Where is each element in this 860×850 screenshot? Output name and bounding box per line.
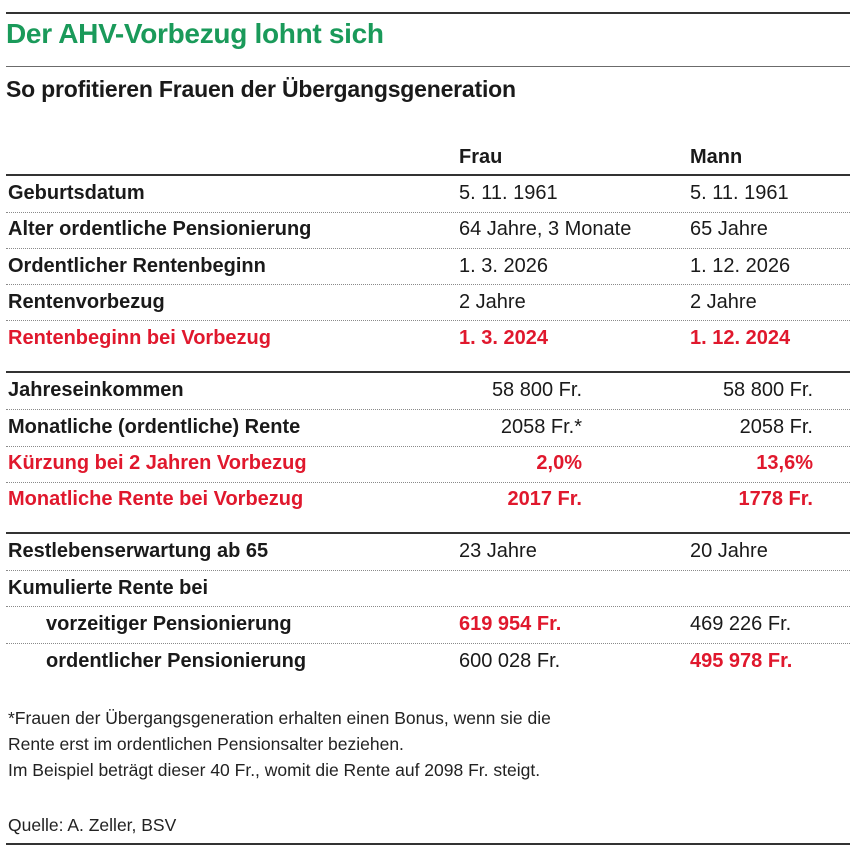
table-row [0, 607, 860, 643]
row-label: Alter ordentliche Pensionierung [8, 218, 312, 240]
table-row [0, 571, 860, 607]
row-label: Kürzung bei 2 Jahren Vorbezug [8, 452, 307, 474]
table-row [0, 373, 860, 409]
cell-frau: 58 800 Fr. [491, 379, 582, 401]
cell-mann: 1778 Fr. [738, 488, 813, 510]
cell-frau: 23 Jahre [459, 540, 537, 562]
cell-frau: 1. 3. 2024 [459, 327, 548, 349]
row-label: Rentenvorbezug [8, 291, 165, 313]
cell-mann: 469 226 Fr. [690, 613, 792, 635]
table-row [0, 410, 860, 446]
cell-mann: 65 Jahre [690, 218, 768, 240]
row-label: Kumulierte Rente bei [8, 577, 209, 599]
row-label: Monatliche (ordentliche) Rente [8, 416, 301, 438]
column-header-mann: Mann [690, 146, 743, 168]
row-label: ordentlicher Pensionierung [46, 650, 307, 672]
cell-mann: 2 Jahre [690, 291, 757, 313]
row-label: Geburtsdatum [8, 182, 145, 204]
cell-frau: 2017 Fr. [507, 488, 582, 510]
table-row-highlight [0, 446, 860, 482]
cell-frau: 2,0% [536, 452, 582, 474]
row-label: Rentenbeginn bei Vorbezug [8, 327, 271, 349]
table-row [0, 249, 860, 285]
table-row [0, 212, 860, 248]
title-rule [6, 66, 850, 67]
cell-mann: 5. 11. 1961 [690, 182, 789, 204]
cell-frau: 5. 11. 1961 [459, 182, 558, 204]
row-label: Ordentlicher Rentenbeginn [8, 255, 266, 277]
footnote-line: Rente erst im ordentlichen Pensionsalter beziehen. [8, 734, 404, 754]
cell-frau: 64 Jahre, 3 Monate [459, 218, 632, 240]
table-row-highlight [0, 321, 860, 357]
footnote-line: *Frauen der Übergangsgeneration erhalten einen Bonus, wenn sie die [8, 708, 551, 728]
cell-frau: 2058 Fr.* [500, 416, 582, 438]
table-row [0, 644, 860, 680]
top-rule [6, 12, 850, 14]
row-label: Jahreseinkommen [8, 379, 184, 401]
cell-mann: 20 Jahre [690, 540, 768, 562]
source-credit: Quelle: A. Zeller, BSV [8, 815, 177, 835]
table-row [0, 176, 860, 212]
page-subtitle: So profitieren Frauen der Übergangsgeneration [6, 76, 516, 102]
row-label: Restlebenserwartung ab 65 [8, 540, 269, 562]
cell-frau: 600 028 Fr. [459, 650, 561, 672]
bottom-rule [6, 843, 850, 845]
cell-frau: 1. 3. 2026 [459, 255, 548, 277]
page-title: Der AHV-Vorbezug lohnt sich [6, 18, 384, 49]
cell-frau: 2 Jahre [459, 291, 526, 313]
cell-mann: 2058 Fr. [739, 416, 813, 438]
row-label: vorzeitiger Pensionierung [46, 613, 292, 635]
table-row [0, 285, 860, 321]
cell-mann: 495 978 Fr. [690, 650, 793, 672]
table-row [0, 534, 860, 570]
table-row-highlight [0, 482, 860, 518]
cell-mann: 58 800 Fr. [722, 379, 813, 401]
cell-mann: 13,6% [756, 452, 813, 474]
cell-mann: 1. 12. 2024 [690, 327, 791, 349]
footnote-line: Im Beispiel beträgt dieser 40 Fr., womit die Rente auf 2098 Fr. steigt. [8, 760, 541, 780]
column-header-frau: Frau [459, 146, 503, 168]
cell-mann: 1. 12. 2026 [690, 255, 791, 277]
row-label: Monatliche Rente bei Vorbezug [8, 488, 304, 510]
cell-frau: 619 954 Fr. [459, 613, 562, 635]
